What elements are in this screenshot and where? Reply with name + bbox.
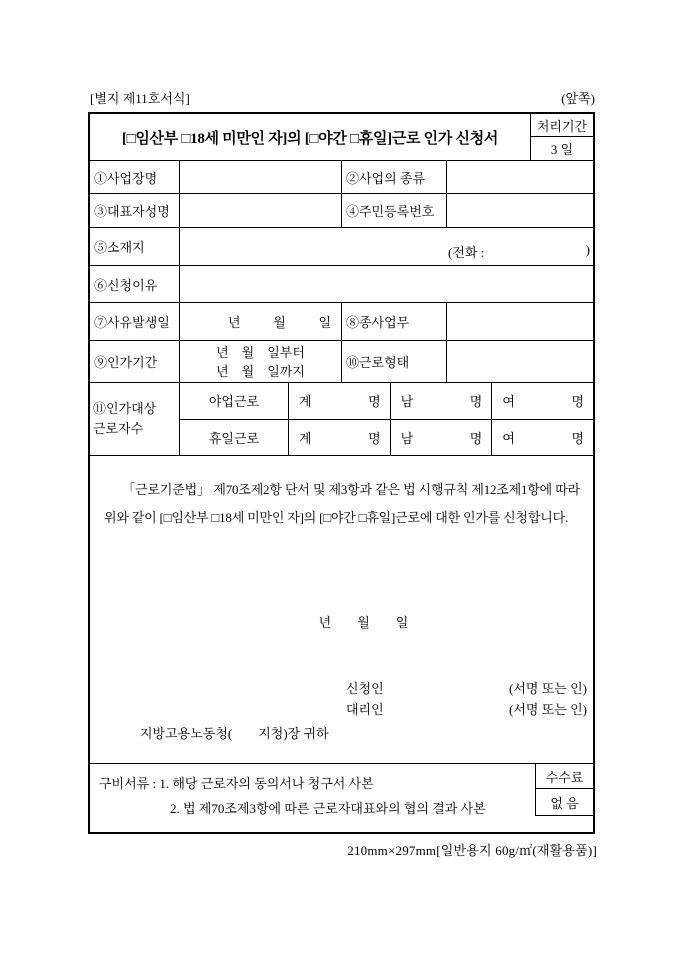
row-representative xyxy=(90,194,593,228)
year-label: 년 xyxy=(228,315,241,330)
unit-label: 명 xyxy=(469,430,483,446)
night-male-cell xyxy=(391,383,493,419)
job-value xyxy=(447,303,593,340)
month-label: 월 xyxy=(273,315,286,330)
workers-label xyxy=(90,383,180,455)
application-form xyxy=(88,112,595,834)
unit-label: 명 xyxy=(571,394,585,410)
unit-label: 명 xyxy=(368,430,381,446)
row-business xyxy=(90,161,593,194)
fee-label: 수수료 xyxy=(536,764,593,789)
unit-label: 명 xyxy=(571,430,585,446)
unit-label: 명 xyxy=(368,394,381,410)
processing-period-box xyxy=(531,114,593,160)
paper-spec-footer: 210mm×297mm[일반용지 60g/㎡(재활용품)] xyxy=(347,843,597,858)
agent-signature-row xyxy=(346,699,587,718)
agent-label: 대리인 xyxy=(346,702,384,717)
documents-line-1: 구비서류 : 1. 해당 근로자의 동의서나 청구서 사본 xyxy=(99,776,374,791)
recipient-line: 지방고용노동청( 지청)장 귀하 xyxy=(140,726,329,741)
workers-table xyxy=(180,383,593,455)
row-period xyxy=(90,341,593,383)
row-reason xyxy=(90,266,593,303)
phone-field xyxy=(448,242,590,261)
attachment-form-number: [별지 제11호서식] xyxy=(90,91,190,106)
workers-label-line1: ⑪인가대상 xyxy=(93,401,157,416)
business-type-label: ②사업의 종류 xyxy=(342,161,447,193)
page-side-label: (앞쪽) xyxy=(561,91,595,106)
total-label: 계 xyxy=(299,394,312,410)
unit-label: 명 xyxy=(469,394,483,410)
declaration-paragraph: 「근로기준법」 제70조제2항 단서 및 제3항과 같은 법 시행규칙 제12조제1항에 따라 위와 같이 [□임산부 □18세 미만인 자]의 [□야간 □휴일]근로에 대한 인가를 신청합니다. xyxy=(104,482,580,525)
row-location xyxy=(90,228,593,266)
processing-period-label: 처리기간 xyxy=(531,114,593,137)
occurrence-label: ⑦사유발생일 xyxy=(90,303,180,340)
male-label: 남 xyxy=(400,394,414,410)
occurrence-date-value xyxy=(180,303,342,340)
work-type-label: ⑩근로형태 xyxy=(342,341,447,382)
phone-close-label: ) xyxy=(585,242,590,257)
fee-value: 없 음 xyxy=(550,795,579,811)
business-name-value xyxy=(180,161,342,193)
business-type-value xyxy=(447,161,593,193)
resident-no-label: ④주민등록번호 xyxy=(342,194,447,227)
total-label: 계 xyxy=(299,430,312,446)
form-title: [□임산부 □18세 미만인 자]의 [□야간 □휴일]근로 인가 신청서 xyxy=(90,114,531,160)
required-documents xyxy=(90,764,535,831)
female-label: 여 xyxy=(502,394,515,410)
applicant-sign-note: (서명 또는 인) xyxy=(509,681,587,696)
representative-label: ③대표자성명 xyxy=(90,194,180,227)
work-type-value xyxy=(447,341,593,382)
row-workers xyxy=(90,383,593,456)
business-name-label: ①사업장명 xyxy=(90,161,180,193)
holiday-male-cell xyxy=(391,420,493,456)
job-label: ⑧종사업무 xyxy=(342,303,447,340)
holiday-total-cell xyxy=(289,420,391,456)
female-label: 여 xyxy=(502,430,515,446)
row-occurrence xyxy=(90,303,593,341)
title-row xyxy=(90,114,593,161)
fee-box xyxy=(535,764,593,816)
period-value xyxy=(180,341,342,382)
night-work-label: 야업근로 xyxy=(180,383,289,419)
location-label: ⑤소재지 xyxy=(90,228,180,265)
documents-line-2: 2. 법 제70조제3항에 따른 근로자대표와의 협의 결과 사본 xyxy=(170,801,486,816)
location-value xyxy=(180,228,593,265)
period-from: 년 월 일부터 xyxy=(216,344,305,360)
applicant-signature-row xyxy=(346,678,587,697)
processing-period-value: 3 일 xyxy=(550,142,574,157)
phone-open-label: (전화 : xyxy=(448,245,485,260)
night-female-cell xyxy=(492,383,593,419)
holiday-work-label: 휴일근로 xyxy=(180,420,289,456)
night-total-cell xyxy=(289,383,391,419)
reason-value xyxy=(180,266,593,302)
signature-date-line: 년 월 일 xyxy=(318,615,409,630)
representative-value xyxy=(180,194,342,227)
holiday-female-cell xyxy=(492,420,593,456)
reason-label: ⑥신청이유 xyxy=(90,266,180,302)
period-to: 년 월 일까지 xyxy=(216,363,305,379)
night-work-row xyxy=(180,383,593,420)
male-label: 남 xyxy=(400,430,414,446)
applicant-label: 신청인 xyxy=(346,681,384,696)
resident-no-value xyxy=(447,194,593,227)
declaration-area xyxy=(90,456,593,764)
holiday-work-row xyxy=(180,420,593,456)
workers-label-line2: 근로자수 xyxy=(93,421,144,436)
period-label: ⑨인가기간 xyxy=(90,341,180,382)
required-documents-row xyxy=(90,764,593,831)
day-label: 일 xyxy=(318,315,331,330)
agent-sign-note: (서명 또는 인) xyxy=(509,702,587,717)
